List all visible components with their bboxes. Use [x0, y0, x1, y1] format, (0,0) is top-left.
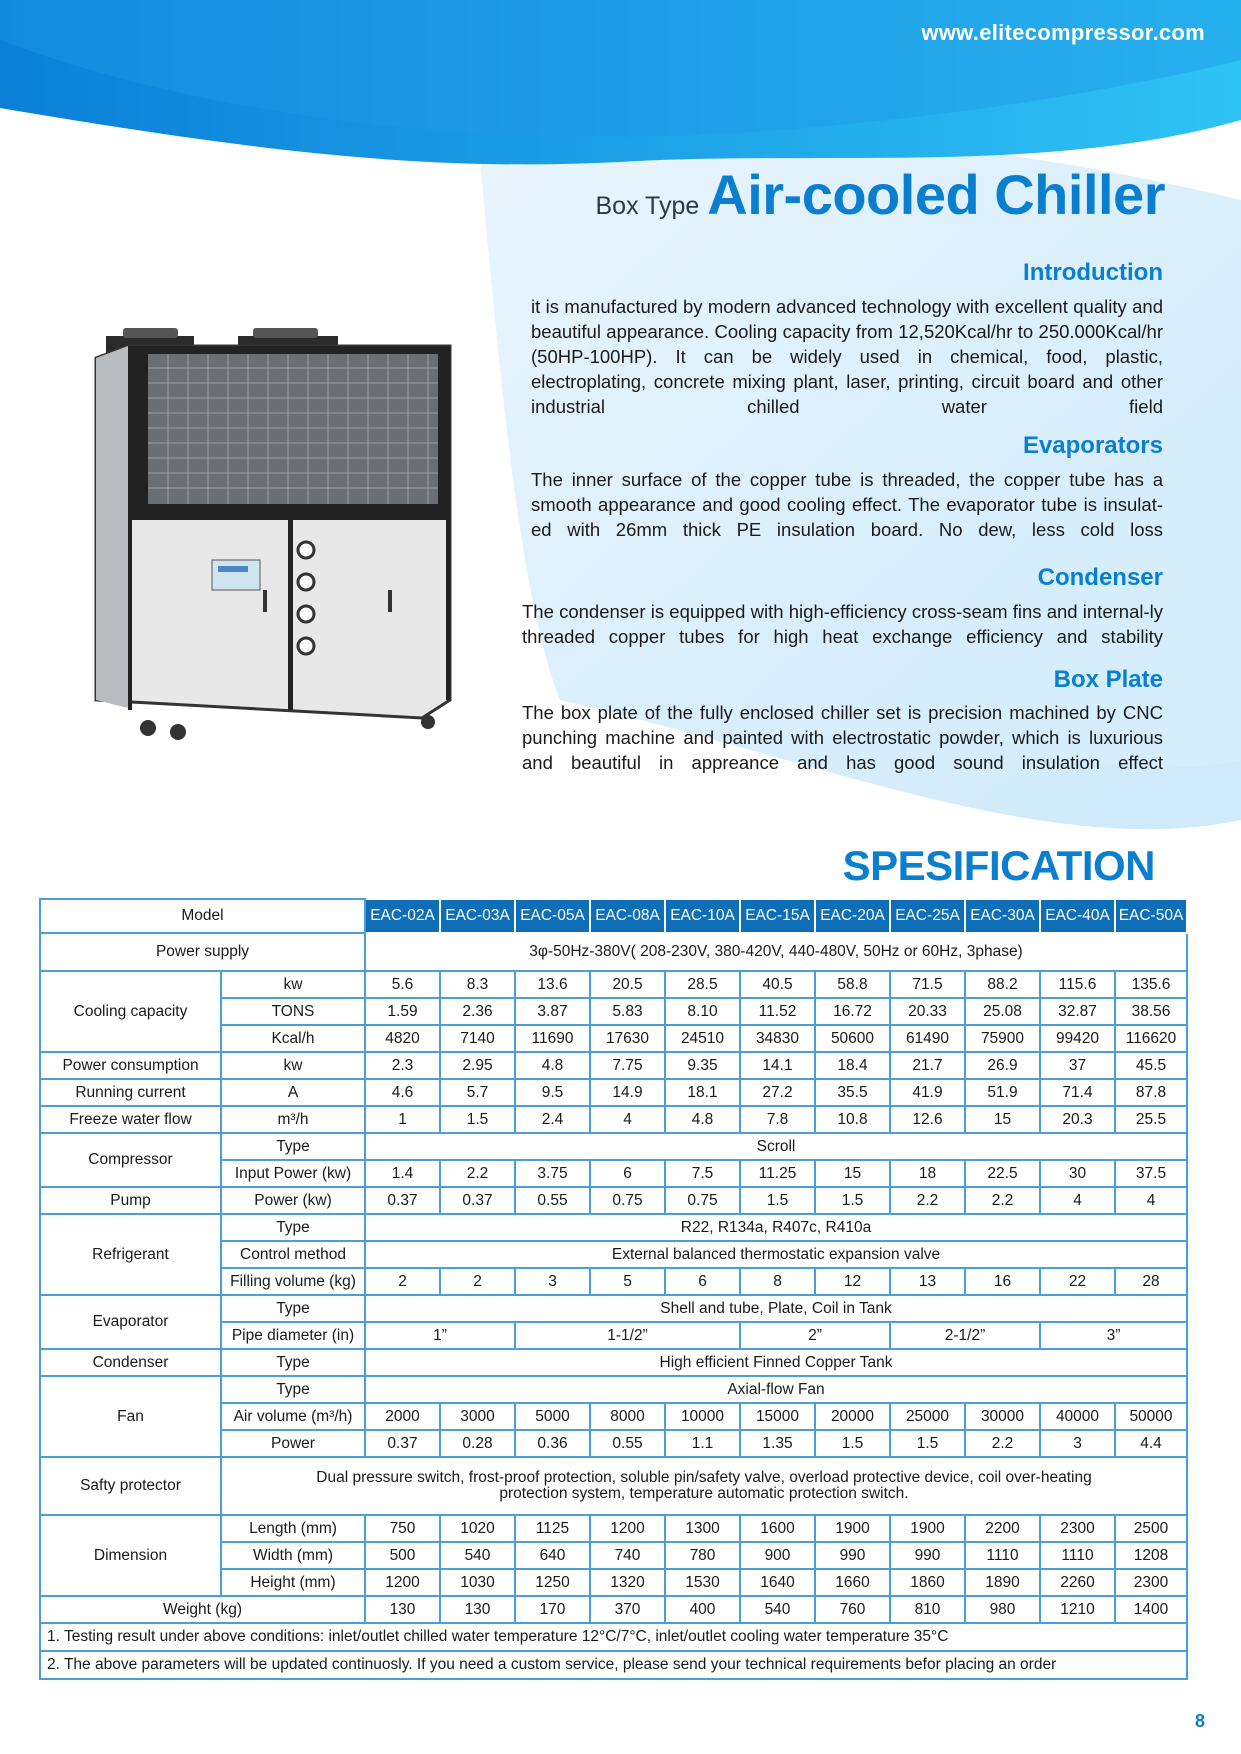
- table-cell: 1.1: [665, 1430, 740, 1457]
- table-cell: 170: [515, 1596, 590, 1623]
- heading-condenser: Condenser: [1037, 564, 1163, 591]
- table-cell: 2.2: [965, 1187, 1040, 1214]
- model-name: EAC-08A: [590, 899, 665, 933]
- table-cell: 1250: [515, 1569, 590, 1596]
- table-cell: 5000: [515, 1403, 590, 1430]
- table-cell: 16.72: [815, 998, 890, 1025]
- unit-label: Input Power (kw): [221, 1160, 365, 1187]
- unit-label: kw: [221, 1052, 365, 1079]
- table-cell: 1125: [515, 1515, 590, 1542]
- merged-cell: Scroll: [365, 1133, 1187, 1160]
- title-main: Air-cooled Chiller: [707, 163, 1165, 226]
- table-cell: 1660: [815, 1569, 890, 1596]
- table-cell: 40000: [1040, 1403, 1115, 1430]
- table-cell: 1110: [1040, 1542, 1115, 1569]
- table-cell: 4.8: [515, 1052, 590, 1079]
- table-cell: 99420: [1040, 1025, 1115, 1052]
- table-cell: 1-1/2”: [515, 1322, 740, 1349]
- dimension-length-row: [40, 1515, 1187, 1542]
- unit-label: Width (mm): [221, 1542, 365, 1569]
- unit-label: Filling volume (kg): [221, 1268, 365, 1295]
- table-cell: 0.55: [590, 1430, 665, 1457]
- unit-label: Type: [221, 1349, 365, 1376]
- table-cell: 8: [740, 1268, 815, 1295]
- unit-label: Height (mm): [221, 1569, 365, 1596]
- table-cell: 2: [440, 1268, 515, 1295]
- table-cell: 25.5: [1115, 1106, 1187, 1133]
- table-cell: 15000: [740, 1403, 815, 1430]
- row-label: Safty protector: [40, 1457, 221, 1515]
- freeze-water-row: [40, 1106, 1187, 1133]
- table-cell: 37: [1040, 1052, 1115, 1079]
- website-url: www.elitecompressor.com: [921, 20, 1205, 45]
- table-cell: 3.75: [515, 1160, 590, 1187]
- table-cell: 58.8: [815, 971, 890, 998]
- table-cell: 4: [1040, 1187, 1115, 1214]
- table-cell: 980: [965, 1596, 1040, 1623]
- table-cell: 990: [815, 1542, 890, 1569]
- table-cell: 780: [665, 1542, 740, 1569]
- table-cell: 7140: [440, 1025, 515, 1052]
- table-cell: 116620: [1115, 1025, 1187, 1052]
- pump-row: [40, 1187, 1187, 1214]
- table-cell: 28: [1115, 1268, 1187, 1295]
- table-cell: 2500: [1115, 1515, 1187, 1542]
- power-consumption-row: [40, 1052, 1187, 1079]
- table-cell: 0.55: [515, 1187, 590, 1214]
- table-cell: 8000: [590, 1403, 665, 1430]
- table-cell: 14.1: [740, 1052, 815, 1079]
- running-current-row: [40, 1079, 1187, 1106]
- table-cell: 370: [590, 1596, 665, 1623]
- model-name: EAC-15A: [740, 899, 815, 933]
- table-cell: 2200: [965, 1515, 1040, 1542]
- table-cell: 2.3: [365, 1052, 440, 1079]
- table-cell: 810: [890, 1596, 965, 1623]
- row-label: Weight (kg): [40, 1596, 365, 1623]
- table-cell: 130: [365, 1596, 440, 1623]
- row-label: Freeze water flow: [40, 1106, 221, 1133]
- table-cell: 7.5: [665, 1160, 740, 1187]
- model-label: Model: [40, 899, 365, 933]
- safety-text: [221, 1457, 1187, 1515]
- table-cell: 1.4: [365, 1160, 440, 1187]
- table-cell: 2.2: [440, 1160, 515, 1187]
- table-cell: 3000: [440, 1403, 515, 1430]
- table-cell: 2-1/2”: [890, 1322, 1040, 1349]
- chiller-product-image: [88, 328, 458, 748]
- table-cell: 500: [365, 1542, 440, 1569]
- table-cell: 3: [515, 1268, 590, 1295]
- table-cell: 135.6: [1115, 971, 1187, 998]
- table-cell: 4.6: [365, 1079, 440, 1106]
- spec-title: SPESIFICATION: [842, 842, 1155, 889]
- table-cell: 1210: [1040, 1596, 1115, 1623]
- table-cell: 15: [965, 1106, 1040, 1133]
- table-cell: 1530: [665, 1569, 740, 1596]
- table-cell: 16: [965, 1268, 1040, 1295]
- table-cell: 5.7: [440, 1079, 515, 1106]
- table-cell: 14.9: [590, 1079, 665, 1106]
- merged-cell: Axial-flow Fan: [365, 1376, 1187, 1403]
- table-cell: 2.95: [440, 1052, 515, 1079]
- table-cell: 45.5: [1115, 1052, 1187, 1079]
- table-cell: 2000: [365, 1403, 440, 1430]
- table-cell: 0.37: [365, 1187, 440, 1214]
- text-introduction: it is manufactured by modern advanced technology with excellent quality and beautiful appearance. Cooling capacity from 12,520Kcal/hr to 250.000Kcal/hr (50HP-100HP). It can be widely used in chemical, food, plastic, electroplating, concrete mixing plant, laser, printing, circuit board and other industrial chilled water field: [531, 296, 1163, 417]
- table-cell: 50600: [815, 1025, 890, 1052]
- table-cell: 20.5: [590, 971, 665, 998]
- table-cell: 740: [590, 1542, 665, 1569]
- table-cell: 1320: [590, 1569, 665, 1596]
- model-name: EAC-25A: [890, 899, 965, 933]
- table-cell: 0.36: [515, 1430, 590, 1457]
- table-cell: 41.9: [890, 1079, 965, 1106]
- model-name: EAC-20A: [815, 899, 890, 933]
- table-cell: 540: [440, 1542, 515, 1569]
- table-cell: 75900: [965, 1025, 1040, 1052]
- table-cell: 12.6: [890, 1106, 965, 1133]
- table-cell: 4: [1115, 1187, 1187, 1214]
- table-cell: 2: [365, 1268, 440, 1295]
- table-cell: 130: [440, 1596, 515, 1623]
- page-number: 8: [1194, 1711, 1205, 1731]
- row-label: Running current: [40, 1079, 221, 1106]
- table-cell: 13.6: [515, 971, 590, 998]
- condenser-row: [40, 1349, 1187, 1376]
- model-row: [40, 899, 1187, 933]
- table-cell: 5: [590, 1268, 665, 1295]
- table-cell: 7.75: [590, 1052, 665, 1079]
- table-cell: 9.35: [665, 1052, 740, 1079]
- unit-label: TONS: [221, 998, 365, 1025]
- table-cell: 1860: [890, 1569, 965, 1596]
- table-cell: 4: [590, 1106, 665, 1133]
- model-name: EAC-50A: [1115, 899, 1187, 933]
- table-cell: 50000: [1115, 1403, 1187, 1430]
- row-label: Fan: [40, 1376, 221, 1457]
- table-cell: 35.5: [815, 1079, 890, 1106]
- table-cell: 71.5: [890, 971, 965, 998]
- table-cell: 115.6: [1040, 971, 1115, 998]
- table-cell: 2300: [1115, 1569, 1187, 1596]
- row-label: Power supply: [40, 933, 365, 971]
- row-label: Condenser: [40, 1349, 221, 1376]
- safety-line: Dual pressure switch, frost-proof protection, soluble pin/safety valve, overload protective device, coil over-heating: [316, 1469, 1092, 1486]
- table-cell: 26.9: [965, 1052, 1040, 1079]
- table-cell: 15: [815, 1160, 890, 1187]
- table-cell: 2.36: [440, 998, 515, 1025]
- table-cell: 400: [665, 1596, 740, 1623]
- table-cell: 1.59: [365, 998, 440, 1025]
- unit-label: kw: [221, 971, 365, 998]
- table-cell: 1890: [965, 1569, 1040, 1596]
- note-row: [40, 1623, 1187, 1651]
- safety-line: protection system, temperature automatic protection switch.: [499, 1485, 909, 1502]
- table-cell: 4.8: [665, 1106, 740, 1133]
- table-cell: 1030: [440, 1569, 515, 1596]
- table-cell: 2260: [1040, 1569, 1115, 1596]
- table-cell: 2”: [740, 1322, 890, 1349]
- table-cell: 10000: [665, 1403, 740, 1430]
- text-condenser: The condenser is equipped with high-efficiency cross-seam fins and internal-ly threaded copper tubes for high heat exchange efficiency and stability: [522, 601, 1163, 647]
- merged-cell: Shell and tube, Plate, Coil in Tank: [365, 1295, 1187, 1322]
- model-name: EAC-10A: [665, 899, 740, 933]
- row-label: Evaporator: [40, 1295, 221, 1349]
- table-cell: 640: [515, 1542, 590, 1569]
- table-cell: 11.52: [740, 998, 815, 1025]
- table-cell: 18.4: [815, 1052, 890, 1079]
- table-cell: 27.2: [740, 1079, 815, 1106]
- text-box-plate: The box plate of the fully enclosed chiller set is precision machined by CNC punching machine and painted with electrostatic powder, which is luxurious and beautiful in appreance and has good sound insulation effect: [522, 702, 1163, 773]
- table-cell: 0.37: [440, 1187, 515, 1214]
- table-cell: 1900: [815, 1515, 890, 1542]
- table-cell: 1.5: [440, 1106, 515, 1133]
- table-cell: 1020: [440, 1515, 515, 1542]
- table-cell: 1200: [365, 1569, 440, 1596]
- table-cell: 88.2: [965, 971, 1040, 998]
- table-cell: 17630: [590, 1025, 665, 1052]
- table-cell: 1”: [365, 1322, 515, 1349]
- table-cell: 1640: [740, 1569, 815, 1596]
- table-cell: 1.5: [890, 1430, 965, 1457]
- row-label: Pump: [40, 1187, 221, 1214]
- table-cell: 22.5: [965, 1160, 1040, 1187]
- text-evaporators: The inner surface of the copper tube is threaded, the copper tube has a smooth appearance and good cooling effect. The evaporator tube is insulat-ed with 26mm thick PE insulation board. No dew, less cold loss: [531, 469, 1163, 540]
- merged-cell: External balanced thermostatic expansion valve: [365, 1241, 1187, 1268]
- unit-label: Kcal/h: [221, 1025, 365, 1052]
- table-cell: 1110: [965, 1542, 1040, 1569]
- merged-cell: High efficient Finned Copper Tank: [365, 1349, 1187, 1376]
- note-row: [40, 1651, 1187, 1679]
- table-cell: 6: [590, 1160, 665, 1187]
- table-cell: 5.6: [365, 971, 440, 998]
- table-cell: 37.5: [1115, 1160, 1187, 1187]
- unit-label: Air volume (m³/h): [221, 1403, 365, 1430]
- table-cell: 10.8: [815, 1106, 890, 1133]
- table-cell: 20.3: [1040, 1106, 1115, 1133]
- table-cell: 1300: [665, 1515, 740, 1542]
- model-name: EAC-02A: [365, 899, 440, 933]
- table-cell: 20.33: [890, 998, 965, 1025]
- table-cell: 7.8: [740, 1106, 815, 1133]
- table-cell: 25000: [890, 1403, 965, 1430]
- table-cell: 28.5: [665, 971, 740, 998]
- unit-label: Length (mm): [221, 1515, 365, 1542]
- table-cell: 9.5: [515, 1079, 590, 1106]
- row-label: Cooling capacity: [40, 971, 221, 1052]
- table-cell: 1900: [890, 1515, 965, 1542]
- table-cell: 1.5: [740, 1187, 815, 1214]
- table-cell: 32.87: [1040, 998, 1115, 1025]
- table-cell: 30000: [965, 1403, 1040, 1430]
- table-cell: 2.2: [965, 1430, 1040, 1457]
- table-cell: 4820: [365, 1025, 440, 1052]
- table-cell: 8.3: [440, 971, 515, 998]
- table-cell: 0.75: [590, 1187, 665, 1214]
- table-cell: 6: [665, 1268, 740, 1295]
- evaporator-type-row: [40, 1295, 1187, 1322]
- table-cell: 1: [365, 1106, 440, 1133]
- safety-row: [40, 1457, 1187, 1515]
- table-cell: 540: [740, 1596, 815, 1623]
- table-cell: 2300: [1040, 1515, 1115, 1542]
- note-text: 1. Testing result under above conditions: inlet/outlet chilled water temperature 12°C/7°C, inlet/outlet cooling water temperature 35°C: [40, 1623, 1187, 1651]
- table-cell: 750: [365, 1515, 440, 1542]
- table-cell: 900: [740, 1542, 815, 1569]
- table-cell: 1200: [590, 1515, 665, 1542]
- cooling-kw-row: [40, 971, 1187, 998]
- table-cell: 87.8: [1115, 1079, 1187, 1106]
- unit-label: A: [221, 1079, 365, 1106]
- model-name: EAC-40A: [1040, 899, 1115, 933]
- table-cell: 13: [890, 1268, 965, 1295]
- table-cell: 18: [890, 1160, 965, 1187]
- table-cell: 38.56: [1115, 998, 1187, 1025]
- row-label: Dimension: [40, 1515, 221, 1596]
- unit-label: Type: [221, 1133, 365, 1160]
- note-text: 2. The above parameters will be updated continuosly. If you need a custom service, please send your technical requirements befor placing an order: [40, 1651, 1187, 1679]
- weight-row: [40, 1596, 1187, 1623]
- table-cell: 3”: [1040, 1322, 1187, 1349]
- unit-label: Type: [221, 1376, 365, 1403]
- title-prefix: Box Type: [595, 192, 700, 220]
- table-cell: 24510: [665, 1025, 740, 1052]
- unit-label: Power: [221, 1430, 365, 1457]
- table-cell: 1.5: [815, 1187, 890, 1214]
- table-cell: 990: [890, 1542, 965, 1569]
- table-cell: 11.25: [740, 1160, 815, 1187]
- power-supply-value: 3φ-50Hz-380V( 208-230V, 380-420V, 440-480V, 50Hz or 60Hz, 3phase): [365, 933, 1187, 971]
- table-cell: 1400: [1115, 1596, 1187, 1623]
- model-name: EAC-05A: [515, 899, 590, 933]
- page-title: [595, 162, 1165, 227]
- table-cell: 0.75: [665, 1187, 740, 1214]
- merged-cell: R22, R134a, R407c, R410a: [365, 1214, 1187, 1241]
- table-cell: 12: [815, 1268, 890, 1295]
- table-cell: 22: [1040, 1268, 1115, 1295]
- table-cell: 20000: [815, 1403, 890, 1430]
- table-cell: 51.9: [965, 1079, 1040, 1106]
- refrigerant-type-row: [40, 1214, 1187, 1241]
- table-cell: 18.1: [665, 1079, 740, 1106]
- table-cell: 3: [1040, 1430, 1115, 1457]
- table-cell: 40.5: [740, 971, 815, 998]
- spec-table: [39, 898, 1188, 1680]
- table-cell: 25.08: [965, 998, 1040, 1025]
- power-supply-row: [40, 933, 1187, 971]
- heading-evaporators: Evaporators: [1022, 432, 1163, 459]
- table-cell: 1208: [1115, 1542, 1187, 1569]
- row-label: Power consumption: [40, 1052, 221, 1079]
- unit-label: Type: [221, 1214, 365, 1241]
- table-cell: 8.10: [665, 998, 740, 1025]
- table-cell: 21.7: [890, 1052, 965, 1079]
- table-cell: 760: [815, 1596, 890, 1623]
- table-cell: 1.35: [740, 1430, 815, 1457]
- model-name: EAC-03A: [440, 899, 515, 933]
- table-cell: 3.87: [515, 998, 590, 1025]
- fan-type-row: [40, 1376, 1187, 1403]
- unit-label: m³/h: [221, 1106, 365, 1133]
- compressor-type-row: [40, 1133, 1187, 1160]
- table-cell: 11690: [515, 1025, 590, 1052]
- table-cell: 5.83: [590, 998, 665, 1025]
- table-cell: 0.28: [440, 1430, 515, 1457]
- table-cell: 30: [1040, 1160, 1115, 1187]
- table-cell: 1600: [740, 1515, 815, 1542]
- unit-label: Pipe diameter (in): [221, 1322, 365, 1349]
- unit-label: Type: [221, 1295, 365, 1322]
- unit-label: Control method: [221, 1241, 365, 1268]
- table-cell: 1.5: [815, 1430, 890, 1457]
- heading-box-plate: Box Plate: [1053, 666, 1163, 693]
- heading-introduction: Introduction: [1023, 259, 1163, 286]
- table-cell: 34830: [740, 1025, 815, 1052]
- row-label: Refrigerant: [40, 1214, 221, 1295]
- table-cell: 2.2: [890, 1187, 965, 1214]
- table-cell: 0.37: [365, 1430, 440, 1457]
- table-cell: 4.4: [1115, 1430, 1187, 1457]
- table-cell: 61490: [890, 1025, 965, 1052]
- table-cell: 71.4: [1040, 1079, 1115, 1106]
- table-cell: 2.4: [515, 1106, 590, 1133]
- unit-label: Power (kw): [221, 1187, 365, 1214]
- row-label: Compressor: [40, 1133, 221, 1187]
- model-name: EAC-30A: [965, 899, 1040, 933]
